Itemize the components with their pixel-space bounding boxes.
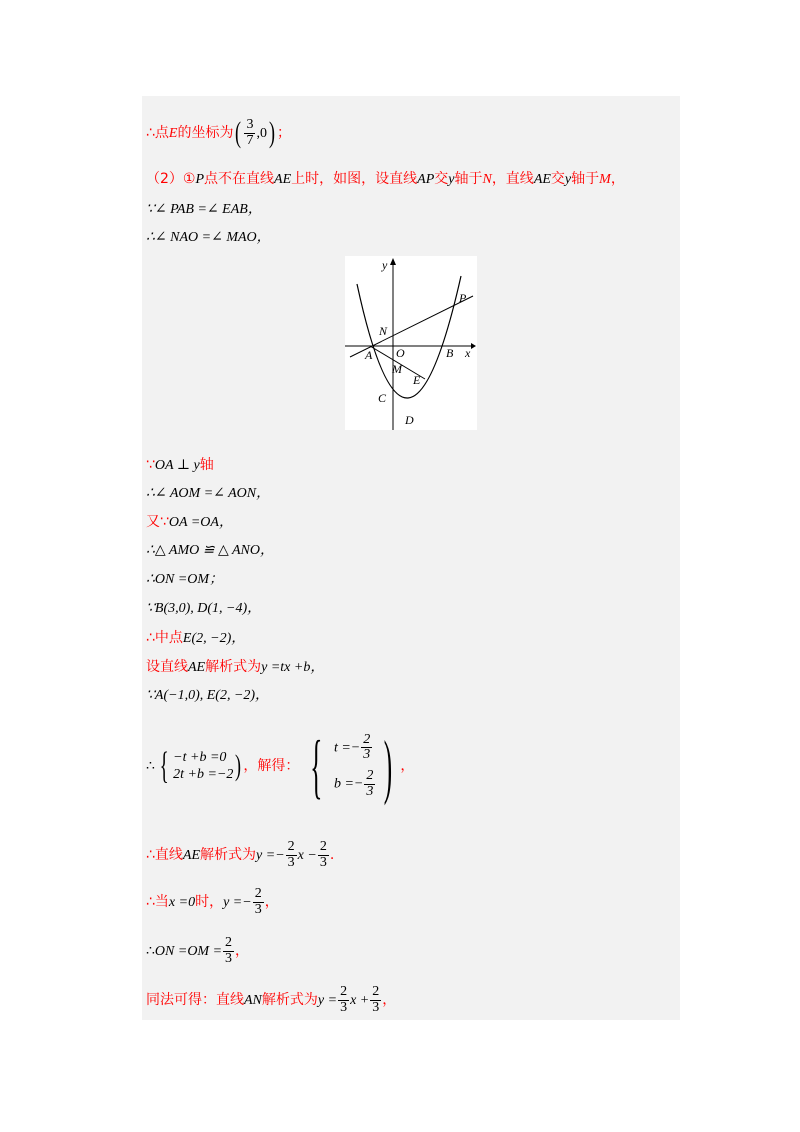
math-var: E: [168, 126, 178, 142]
line-angle-nao: ∴∠ NAO =∠ MAO，: [146, 230, 271, 245]
line-an-expression: 同法可得：直线AN解析式为y = $\frac{2}{3}$ x + $\frac{2}{3}$ ，: [146, 984, 397, 1015]
text: ，: [400, 758, 415, 774]
line-midpoint: ∴中点E(2, −2)，: [146, 630, 246, 646]
line-angle-pab: ∵∠ PAB =∠ EAB，: [146, 202, 262, 217]
line-angle-aom: ∴∠ AOM =∠ AON，: [146, 486, 271, 501]
x-axis-arrow: [471, 343, 476, 349]
fraction: $\frac{3}{7}$: [246, 117, 254, 148]
line-system: [146, 726, 415, 806]
math: ,0: [256, 126, 267, 142]
label-c: C: [378, 391, 387, 405]
label-p: P: [459, 291, 467, 305]
line-b-d: ∵B(3,0), D(1, −4)，: [146, 601, 262, 616]
text: ，解得：: [243, 758, 300, 774]
text: ∴点: [146, 125, 169, 142]
label-y: y: [382, 258, 388, 272]
left-big-paren: {: [310, 726, 323, 806]
label-a: A: [365, 348, 373, 362]
label-m: M: [392, 362, 402, 376]
line-on-om-value: ∴ON =OM = $\frac{2}{3}$ ，: [146, 935, 250, 966]
label-d: D: [405, 413, 414, 427]
parabola-figure: [345, 256, 477, 430]
y-axis-arrow: [390, 258, 396, 265]
line-part2-intro: （2）①P点不在直线AE上时，如图，设直线AP交y轴于N，直线AE交y轴于M，: [146, 171, 625, 187]
label-n: N: [379, 324, 388, 338]
line-on-om: ∴ON =OM；: [146, 572, 224, 587]
right-paren: ): [268, 116, 275, 150]
text: 的坐标为: [177, 125, 234, 142]
text: ；: [276, 125, 291, 142]
label-b: B: [446, 346, 454, 360]
line-x-zero: ∴当x =0时，y =− $\frac{2}{3}$ ，: [146, 886, 279, 917]
right-big-paren: ): [384, 726, 393, 806]
solution-system: t =− $\frac{2}{3}$ b =− $\frac{2}{3}$: [333, 731, 374, 799]
left-brace: {: [159, 745, 169, 787]
label-x: x: [465, 346, 471, 360]
line-a-e: ∵A(−1,0), E(2, −2)，: [146, 688, 270, 703]
right-paren: ): [235, 749, 242, 782]
left-paren: (: [235, 116, 242, 150]
line-ae-expression: ∴直线AE解析式为y =− $\frac{2}{3}$ x − $\frac{2}{3}$ .: [146, 839, 335, 870]
line-oa-eq: 又∵OA =OA，: [146, 514, 233, 530]
line-oa-perp: ∵OA ⊥ y轴: [146, 457, 214, 473]
figure-svg: [345, 256, 477, 430]
line-e-coordinate: [146, 118, 291, 148]
label-e: E: [413, 373, 421, 387]
therefore: ∴: [146, 758, 155, 774]
line-set-ae: 设直线AE解析式为y =tx +b，: [146, 659, 325, 675]
parabola-curve: [357, 276, 461, 398]
line-congruent: ∴△ AMO ≌ △ ANO，: [146, 543, 274, 558]
label-o: O: [396, 346, 405, 360]
equation-system: −t +b =0 2t +b =−2: [173, 749, 234, 782]
